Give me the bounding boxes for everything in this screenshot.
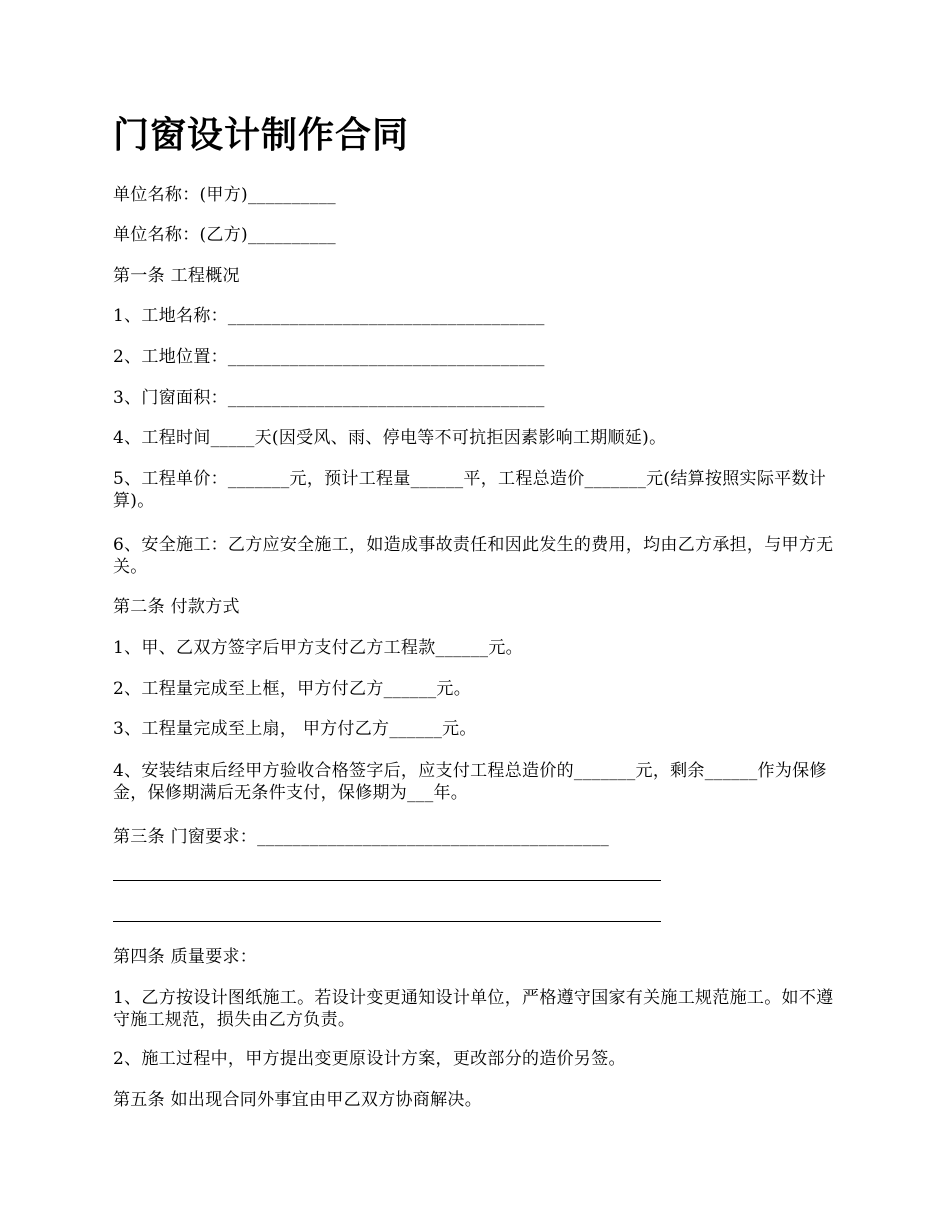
blank-underline-1 — [113, 880, 661, 881]
party-a-name-line: 单位名称：(甲方)__________ — [113, 185, 336, 205]
document-title: 门窗设计制作合同 — [113, 115, 410, 156]
quality-paragraph-1: 1、乙方按设计图纸施工。若设计变更通知设计单位，严格遵守国家有关施工规范施工。如不遵守施工规范，损失由乙方负责。 — [113, 988, 834, 1030]
site-location-line: 2、工地位置：____________________________________ — [113, 347, 545, 367]
payment-paragraph-4: 4、安装结束后经甲方验收合格签字后，应支付工程总造价的_______元，剩余______作为保修金，保修期满后无条件支付，保修期为___年。 — [113, 761, 827, 803]
payment-line-2: 2、工程量完成至上框，甲方付乙方______元。 — [113, 679, 472, 699]
party-b-name-line: 单位名称：(乙方)__________ — [113, 225, 336, 245]
quality-paragraph-2: 2、施工过程中，甲方提出变更原设计方案，更改部分的造价另签。 — [113, 1049, 626, 1069]
safety-paragraph: 6、安全施工：乙方应安全施工，如造成事故责任和因此发生的费用，均由乙方承担，与甲方无关。 — [113, 535, 834, 577]
blank-underline-2 — [113, 921, 661, 922]
site-name-line: 1、工地名称：____________________________________ — [113, 306, 545, 326]
article-3-heading: 第三条 门窗要求：________________________________________ — [113, 827, 610, 847]
article-1-heading: 第一条 工程概况 — [113, 266, 240, 286]
payment-line-1: 1、甲、乙双方签字后甲方支付乙方工程款______元。 — [113, 638, 523, 658]
window-area-line: 3、门窗面积：____________________________________ — [113, 388, 545, 408]
unit-price-paragraph: 5、工程单价：_______元，预计工程量______平，工程总造价_______元(结算按照实际平数计算)。 — [113, 469, 827, 511]
article-2-heading: 第二条 付款方式 — [113, 597, 240, 617]
construction-time-line: 4、工程时间_____天(因受风、雨、停电等不可抗拒因素影响工期顺延)。 — [113, 428, 667, 448]
payment-line-3: 3、工程量完成至上扇， 甲方付乙方______元。 — [113, 719, 477, 739]
article-4-heading: 第四条 质量要求： — [113, 947, 258, 967]
article-5-paragraph: 第五条 如出现合同外事宜由甲乙双方协商解决。 — [113, 1090, 483, 1110]
